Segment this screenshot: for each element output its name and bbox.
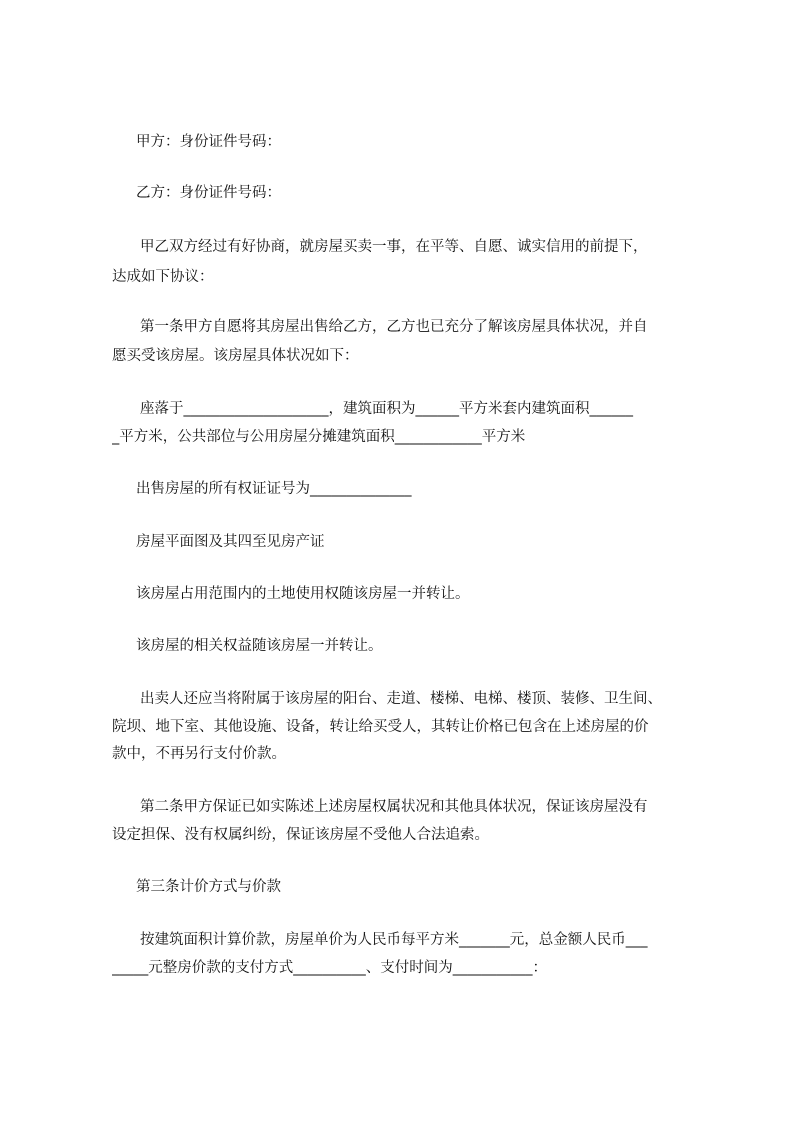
attachments-line-1: 出卖人还应当将附属于该房屋的阳台、走道、楼梯、电梯、楼顶、装修、卫生间、 — [140, 691, 662, 707]
article-2-line-2: 设定担保、没有权属纠纷，保证该房屋不受他人合法追索。 — [112, 827, 489, 843]
location-line-1: 座落于____________________，建筑面积为______平方米套内建筑面积______ — [140, 401, 633, 417]
party-b-line: 乙方：身份证件号码： — [136, 185, 281, 201]
article-1-line-2: 愿买受该房屋。该房屋具体状况如下： — [112, 348, 359, 364]
preamble-line-2: 达成如下协议： — [112, 269, 214, 285]
preamble-line-1: 甲乙双方经过有好协商，就房屋买卖一事，在平等、自愿、诚实信用的前提下， — [140, 239, 648, 255]
location-line-2: _平方米，公共部位与公用房屋分摊建筑面积____________平方米 — [112, 429, 526, 445]
attachments-line-3: 款中，不再另行支付价款。 — [112, 746, 286, 762]
land-use-line: 该房屋占用范围内的土地使用权随该房屋一并转让。 — [136, 586, 470, 602]
article-1-line-1: 第一条甲方自愿将其房屋出售给乙方，乙方也已充分了解该房屋具体状况，并自 — [140, 319, 648, 335]
price-line-1: 按建筑面积计算价款，房屋单价为人民币每平方米_______元，总金额人民币___ — [140, 932, 648, 948]
price-line-2: _____元整房价款的支付方式__________、支付时间为___________： — [112, 960, 547, 976]
article-3-heading: 第三条计价方式与价款 — [136, 879, 281, 895]
rights-line: 该房屋的相关权益随该房屋一并转让。 — [136, 638, 383, 654]
title-cert-line: 出售房屋的所有权证证号为______________ — [136, 481, 412, 497]
floor-plan-line: 房屋平面图及其四至见房产证 — [136, 534, 325, 550]
article-2-line-1: 第二条甲方保证已如实陈述上述房屋权属状况和其他具体状况，保证该房屋没有 — [140, 799, 648, 815]
attachments-line-2: 院坝、地下室、其他设施、设备，转让给买受人，其转让价格已包含在上述房屋的价 — [112, 719, 649, 735]
party-a-line: 甲方：身份证件号码： — [136, 134, 281, 150]
